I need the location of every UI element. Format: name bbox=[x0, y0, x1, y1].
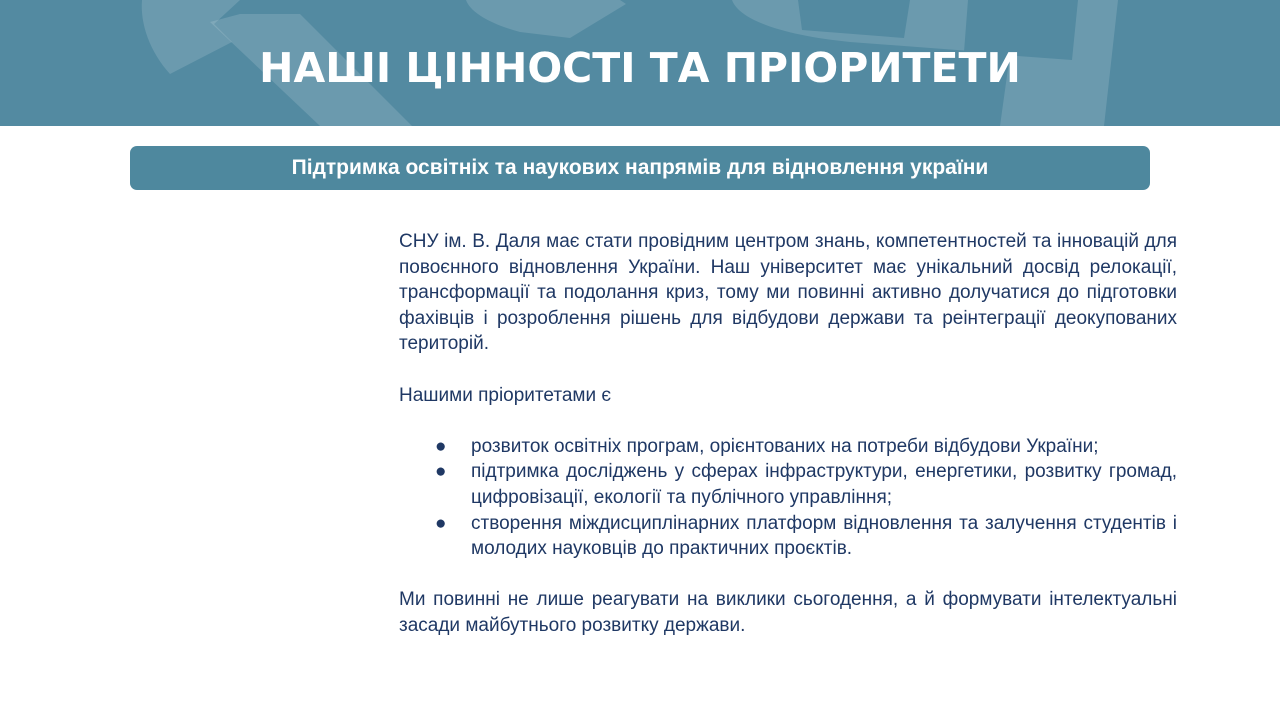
bullet-icon: ● bbox=[435, 512, 447, 534]
bullet-icon: ● bbox=[435, 435, 447, 457]
list-item-text: створення міждисциплінарних платформ відновлення та залучення студентів і молодих науковців до практичних проєктів. bbox=[471, 512, 1177, 560]
page-title: НАШІ ЦІННОСТІ ТА ПРІОРИТЕТИ bbox=[259, 44, 1021, 92]
priorities-list bbox=[399, 434, 1177, 562]
spacer bbox=[399, 562, 1177, 588]
list-item-text: розвиток освітніх програм, орієнтованих на потреби відбудови України; bbox=[471, 435, 1099, 457]
content-body bbox=[399, 229, 1177, 639]
bullet-icon: ● bbox=[435, 461, 447, 483]
list-item bbox=[399, 511, 1177, 562]
list-item bbox=[399, 459, 1177, 510]
list-item-text: підтримка досліджень у сферах інфраструктури, енергетики, розвитку громад, цифровізації, екології та публічного управління; bbox=[471, 461, 1177, 508]
spacer bbox=[399, 408, 1177, 434]
priorities-heading: Нашими пріоритетами є bbox=[399, 384, 612, 406]
closing-paragraph: Ми повинні не лише реагувати на виклики сьогодення, а й формувати інтелектуальні засади майбутнього розвитку держави. bbox=[399, 589, 1177, 636]
list-item bbox=[399, 434, 1177, 460]
intro-paragraph: СНУ ім. В. Даля має стати провідним центром знань, компетентностей та інновацій для повоєнного відновлення України. Наш університет має унікальний досвід релокації, трансформації та подолання криз, тому ми повинні активно долучатися до підготовки фахівців і розроблення рішень для відбудови держави та реінтеграції деокупованих територій. bbox=[399, 231, 1177, 355]
spacer bbox=[399, 357, 1177, 383]
section-banner: Підтримка освітніх та наукових напрямів для відновлення україни bbox=[130, 146, 1150, 190]
header-banner bbox=[0, 0, 1280, 126]
